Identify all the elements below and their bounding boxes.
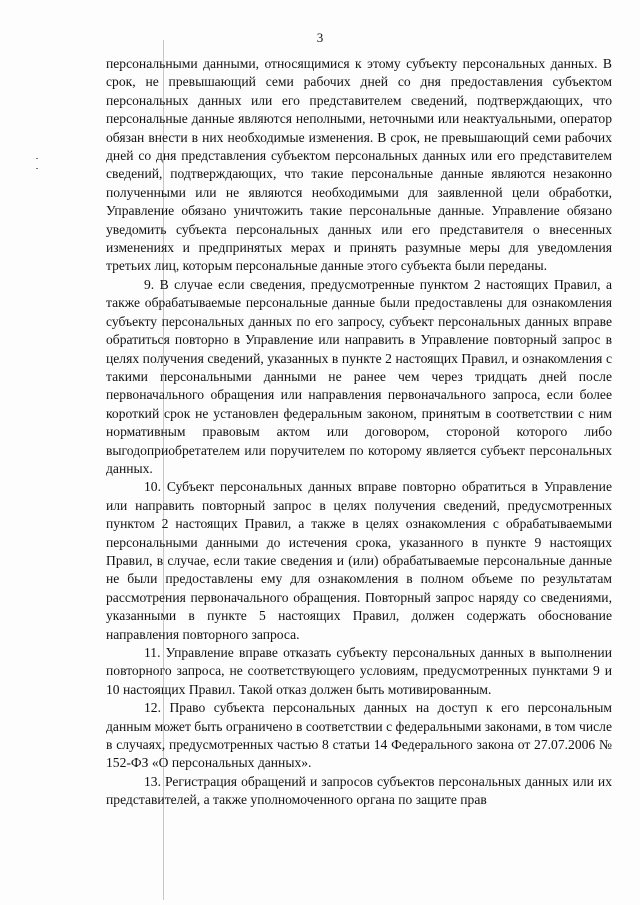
paragraph-item-10: 10. Субъект персональных данных вправе повторно обратиться в Управление или направить повторный запрос в целях получения сведений, предусмотренных пунктом 2 настоящих Правил, а также в целях ознакомления с обрабатываемыми персональными данными до истечения срока, указанного в пункте 9 настоящих Правил, в случае, если такие сведения и (или) обрабатываемые персональные данные не были предоставлены ему для ознакомления в полном объеме по результатам рассмотрения первоначального обращения. Повторный запрос наряду со сведениями, указанными в пункте 5 настоящих Правил, должен содержать обоснование направления повторного запроса. xyxy=(106,479,612,642)
paragraph-item-12: 12. Право субъекта персональных данных на доступ к его персональным данным может быть ограничено в соответствии с федеральными законами, в том числе в случаях, предусмотренных частью 8 статьи 14 Федерального закона от 27.07.2006 № 152-ФЗ «О персональных данных». xyxy=(106,700,612,771)
scan-mark xyxy=(36,168,38,169)
paragraph-item-13: 13. Регистрация обращений и запросов субъектов персональных данных или их представителей, а также уполномоченного органа по защите прав xyxy=(106,773,612,808)
paragraph-item-11: 11. Управление вправе отказать субъекту персональных данных в выполнении повторного запроса, не соответствующего условиям, предусмотренных пунктами 9 и 10 настоящих Правил. Такой отказ должен быть мотивированным. xyxy=(106,645,612,697)
page-number: 3 xyxy=(316,30,324,45)
paragraph-continuation: персональными данными, относящимися к этому субъекту персональных данных. В срок, не превышающий семи рабочих дней со дня предоставления субъектом персональных данных или его представителем сведений, подтверждающих, что персональные данные являются неполными, неточными или неактуальными, оператор обязан внести в них необходимые изменения. В срок, не превышающий семи рабочих дней со дня представления субъектом персональных данных или его представителем сведений, подтверждающих, что такие персональные данные являются незаконно полученными или не являются необходимыми для заявленной цели обработки, Управление обязано уничтожить такие персональные данные. Управление обязано уведомить субъекта персональных данных или его представителя о внесенных изменениях и предпринятых мерах и принять разумные меры для уведомления третьих лиц, которым персональные данные этого субъекта были переданы. xyxy=(106,56,612,274)
document-body xyxy=(106,55,612,810)
scan-mark xyxy=(36,158,38,159)
paragraph-item-9: 9. В случае если сведения, предусмотренные пунктом 2 настоящих Правил, а также обрабатываемые персональные данные были предоставлены для ознакомления субъекту персональных данных по его запросу, субъект персональных данных вправе обратиться повторно в Управление или направить в Управление повторный запрос в целях получения сведений, указанных в пункте 2 настоящих Правил, и ознакомления с такими персональными данными не ранее чем через тридцать дней после первоначального обращения или направления первоначального запроса, если более короткий срок не установлен федеральным законом, принятым в соответствии с ним нормативным правовым актом или договором, стороной которого либо выгодоприобретателем или поручителем по которому является субъект персональных данных. xyxy=(106,276,612,476)
